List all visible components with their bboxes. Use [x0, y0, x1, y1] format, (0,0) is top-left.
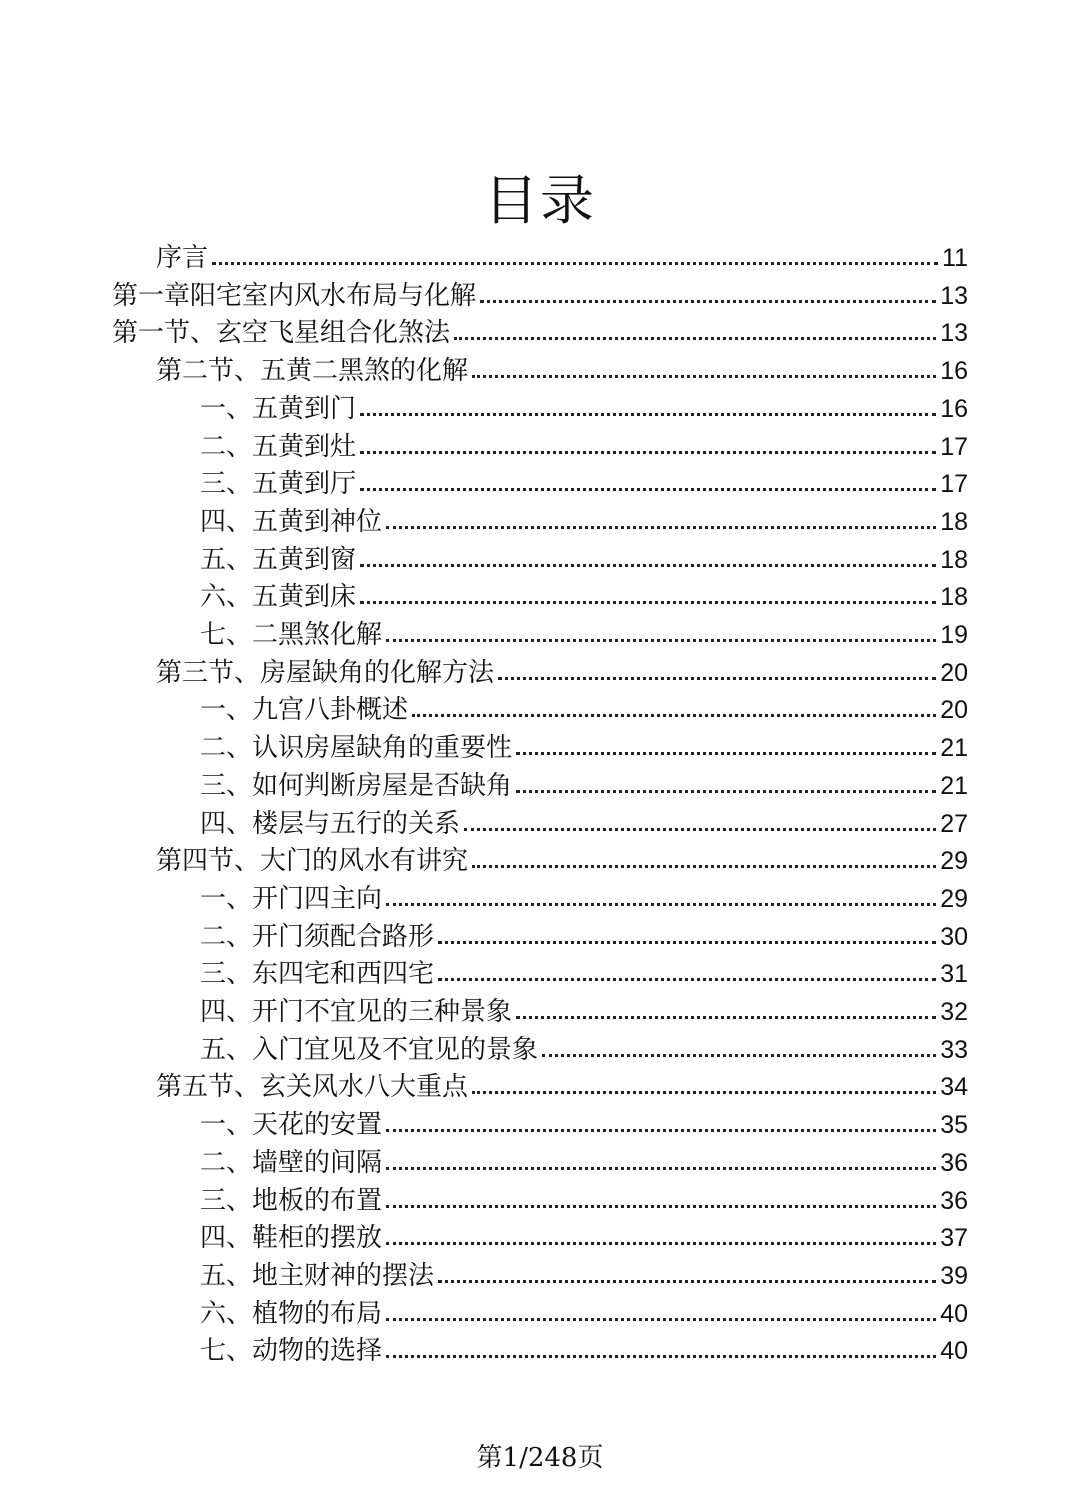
toc-dot-leader — [412, 714, 936, 717]
toc-dot-leader — [472, 375, 936, 378]
toc-page-number: 31 — [940, 960, 968, 989]
toc-entry-label: 三、如何判断房屋是否缺角 — [200, 770, 513, 801]
toc-entry[interactable] — [200, 877, 968, 915]
toc-entry[interactable] — [200, 425, 968, 463]
toc-entry-label: 五、五黄到窗 — [200, 544, 357, 575]
toc-dot-leader — [516, 790, 936, 793]
toc-entry[interactable] — [156, 349, 968, 387]
toc-dot-leader — [438, 941, 936, 944]
toc-page-number: 27 — [940, 809, 968, 838]
toc-entry[interactable] — [200, 688, 968, 726]
toc-entry[interactable] — [200, 538, 968, 576]
toc-entry[interactable] — [200, 1179, 968, 1217]
toc-dot-leader — [360, 488, 936, 491]
toc-page-number: 40 — [940, 1299, 968, 1328]
toc-dot-leader — [498, 677, 936, 680]
toc-entry-label: 六、植物的布局 — [200, 1298, 383, 1329]
toc-entry[interactable] — [200, 1028, 968, 1066]
toc-dot-leader — [454, 337, 936, 340]
toc-page-number: 21 — [940, 771, 968, 800]
toc-entry[interactable] — [200, 387, 968, 425]
toc-entry-label: 序言 — [156, 243, 209, 273]
toc-entry-label: 五、地主财神的摆法 — [200, 1260, 435, 1291]
toc-page-number: 36 — [940, 1186, 968, 1215]
toc-entry[interactable] — [200, 575, 968, 613]
toc-dot-leader — [386, 1242, 936, 1245]
toc-page-number: 13 — [940, 281, 968, 310]
toc-entry[interactable] — [200, 764, 968, 802]
toc-dot-leader — [360, 451, 936, 454]
toc-page-number: 39 — [940, 1261, 968, 1290]
toc-page-number: 20 — [940, 658, 968, 687]
toc-entry[interactable] — [200, 915, 968, 953]
toc-dot-leader — [542, 1054, 936, 1057]
toc-page-number: 18 — [940, 545, 968, 574]
toc-entry[interactable] — [156, 839, 968, 877]
toc-page-number: 30 — [940, 922, 968, 951]
toc-page-number: 19 — [940, 621, 968, 649]
toc-entry-label: 一、九宫八卦概述 — [200, 695, 409, 726]
toc-page-number: 34 — [940, 1073, 968, 1102]
toc-entry-label: 四、开门不宜见的三种景象 — [200, 997, 513, 1027]
toc-dot-leader — [212, 262, 938, 265]
toc-entry-label: 三、五黄到厅 — [200, 469, 357, 500]
toc-entry[interactable] — [200, 1254, 968, 1292]
toc-entry[interactable] — [156, 1065, 968, 1103]
toc-page-number: 18 — [940, 583, 968, 612]
toc-entry-label: 四、楼层与五行的关系 — [200, 808, 461, 839]
toc-page-number: 32 — [940, 998, 968, 1026]
toc-page-number: 16 — [940, 394, 968, 423]
toc-entry-label: 七、二黑煞化解 — [200, 620, 383, 650]
page-title: 目录 — [484, 169, 596, 232]
toc-entry-label: 一、天花的安置 — [200, 1110, 383, 1141]
toc-entry-label: 第一节、玄空飞星组合化煞法 — [112, 318, 451, 349]
toc-entry-label: 四、五黄到神位 — [200, 506, 383, 537]
toc-entry-label: 一、开门四主向 — [200, 883, 383, 914]
toc-page-number: 18 — [940, 507, 968, 536]
toc-entry[interactable] — [200, 1103, 968, 1141]
toc-entry-label: 四、鞋柜的摆放 — [200, 1223, 383, 1254]
toc-entry-label: 第五节、玄关风水八大重点 — [156, 1072, 469, 1103]
toc-page-number: 33 — [940, 1035, 968, 1064]
toc-entry-label: 六、五黄到床 — [200, 582, 357, 613]
toc-entry-label: 三、地板的布置 — [200, 1185, 383, 1216]
toc-dot-leader — [386, 1129, 936, 1132]
toc-page-number: 35 — [940, 1111, 968, 1140]
toc-entry-label: 二、墙壁的间隔 — [200, 1147, 383, 1178]
toc-entry[interactable] — [112, 274, 968, 312]
toc-page-number: 40 — [940, 1337, 968, 1366]
toc-entry[interactable] — [200, 952, 968, 990]
toc-entry[interactable] — [200, 613, 968, 651]
toc-page-number: 36 — [940, 1148, 968, 1177]
toc-dot-leader — [360, 564, 936, 567]
toc-entry-label: 二、开门须配合路形 — [200, 921, 435, 952]
toc-dot-leader — [516, 1016, 936, 1019]
toc-page-number: 29 — [940, 847, 968, 876]
toc-dot-leader — [386, 1355, 936, 1358]
toc-entry[interactable] — [156, 236, 968, 274]
toc-dot-leader — [480, 300, 936, 303]
toc-dot-leader — [472, 1091, 936, 1094]
toc-dot-leader — [386, 1318, 936, 1321]
toc-entry[interactable] — [200, 990, 968, 1028]
toc-entry-label: 第四节、大门的风水有讲究 — [156, 846, 469, 877]
toc-entry-label: 二、五黄到灶 — [200, 431, 357, 462]
page-footer: 第1/248页 — [476, 1443, 604, 1473]
toc-entry-label: 一、五黄到门 — [200, 393, 357, 424]
toc-entry[interactable] — [200, 1141, 968, 1179]
toc-dot-leader — [360, 601, 936, 604]
toc-entry[interactable] — [200, 500, 968, 538]
toc-dot-leader — [360, 413, 936, 416]
toc-page-number: 16 — [940, 357, 968, 386]
toc-dot-leader — [516, 752, 936, 755]
toc-dot-leader — [386, 1205, 936, 1208]
toc-entry-label: 第一章阳宅室内风水布局与化解 — [112, 280, 477, 311]
toc-entry[interactable] — [200, 462, 968, 500]
toc-page-number: 11 — [942, 244, 968, 272]
toc-entry-label: 第三节、房屋缺角的化解方法 — [156, 657, 495, 688]
toc-entry[interactable] — [200, 1329, 968, 1367]
toc-page-number: 20 — [940, 696, 968, 725]
toc-page-number: 21 — [940, 734, 968, 763]
toc-entry[interactable] — [200, 1292, 968, 1330]
toc-page-number: 29 — [940, 884, 968, 913]
toc-entry-label: 三、东四宅和西四宅 — [200, 959, 435, 990]
toc-dot-leader — [438, 978, 936, 981]
toc-entry[interactable] — [200, 1216, 968, 1254]
toc-entry[interactable] — [200, 726, 968, 764]
toc-page-number: 17 — [940, 470, 968, 499]
toc-entry[interactable] — [200, 802, 968, 840]
toc-dot-leader — [464, 828, 936, 831]
toc-entry-label: 第二节、五黄二黑煞的化解 — [156, 356, 469, 387]
toc-entry-label: 二、认识房屋缺角的重要性 — [200, 733, 513, 764]
toc-dot-leader — [472, 865, 936, 868]
toc-dot-leader — [386, 903, 936, 906]
toc-dot-leader — [386, 526, 936, 529]
toc-entry[interactable] — [112, 311, 968, 349]
toc-page-number: 37 — [940, 1224, 968, 1253]
toc-entry[interactable] — [156, 651, 968, 689]
toc-page-number: 17 — [940, 432, 968, 461]
toc-entry-label: 七、动物的选择 — [200, 1336, 383, 1367]
toc-dot-leader — [386, 1167, 936, 1170]
toc-entry-label: 五、入门宜见及不宜见的景象 — [200, 1034, 539, 1065]
toc-dot-leader — [438, 1280, 936, 1283]
toc-page-number: 13 — [940, 319, 968, 348]
toc-dot-leader — [386, 639, 936, 642]
